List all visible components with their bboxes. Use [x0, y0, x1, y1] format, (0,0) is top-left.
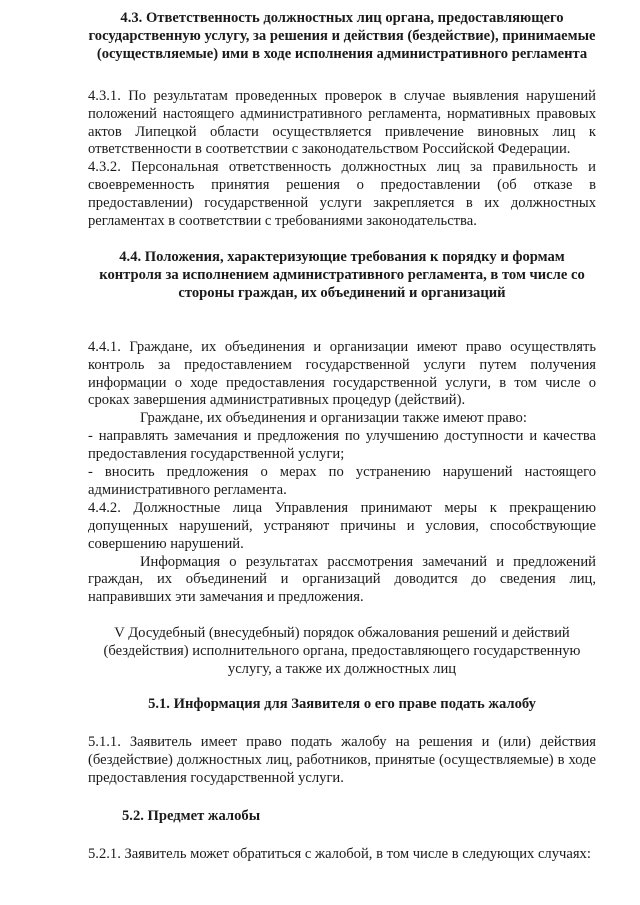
spacer: [88, 231, 596, 249]
paragraph-results-info: Информация о результатах рассмотрения замечаний и предложений граждан, их объединений и организаций доводится до сведения лиц, направивших эти замечания и предложения.: [88, 553, 596, 606]
document-page: [88, 10, 596, 863]
section-5-heading: V Досудебный (внесудебный) порядок обжалования решений и действий (бездействия) исполнительного органа, предоставляющего государственную услугу, а также их должностных лиц: [103, 625, 581, 678]
spacer: [88, 303, 596, 339]
paragraph-4-3-2: 4.3.2. Персональная ответственность должностных лиц за правильность и своевременность принятия решения о предоставлении (об отказе в предоставлении) государственной услуги закрепляется в их должностных регламентах в соответствии с требованиями законодательства.: [88, 159, 596, 230]
spacer: [88, 714, 596, 734]
section-5-1-heading: 5.1. Информация для Заявителя о его праве подать жалобу: [148, 696, 536, 712]
section-5-2-heading: 5.2. Предмет жалобы: [122, 807, 261, 824]
spacer: [88, 64, 596, 88]
paragraph-4-4-2: 4.4.2. Должностные лица Управления принимают меры к прекращению допущенных нарушений, устраняют причины и условия, способствующие совершению нарушений.: [88, 499, 596, 552]
spacer: [88, 679, 596, 696]
paragraph-rights-intro: Граждане, их объединения и организации также имеют право:: [140, 410, 527, 427]
paragraph-5-2-1: 5.2.1. Заявитель может обратиться с жалобой, в том числе в следующих случаях:: [88, 845, 591, 862]
spacer: [88, 607, 596, 625]
section-4-4-heading: 4.4. Положения, характеризующие требования к порядку и формам контроля за исполнением административного регламента, в том числе со стороны граждан, их объединений и организаций: [99, 248, 585, 301]
spacer: [88, 826, 596, 846]
section-4-3-heading: 4.3. Ответственность должностных лиц органа, предоставляющего государственную услугу, за решения и действия (бездействие), принимаемые (осуществляемые) ими в ходе исполнения административного регламента: [88, 10, 596, 62]
list-item-remarks: - направлять замечания и предложения по улучшению доступности и качества предоставления государственной услуги;: [88, 428, 596, 463]
paragraph-4-4-1: 4.4.1. Граждане, их объединения и организации имеют право осуществлять контроль за предоставлением государственной услуги путем получения информации о ходе предоставления государственной услуги, в том числе о сроках завершения административных процедур (действий).: [88, 338, 596, 409]
paragraph-4-3-1: 4.3.1. По результатам проведенных проверок в случае выявления нарушений положений настоящего административного регламента, нормативных правовых актов Липецкой области осуществляется привлечение виновных лиц к ответственности в соответствии с законодательством Российской Федерации.: [88, 87, 596, 158]
paragraph-5-1-1: 5.1.1. Заявитель имеет право подать жалобу на решения и (или) действия (бездействие) должностных лиц, работников, принятые (осуществляемые) в ходе предоставления государственной услуги.: [88, 733, 596, 786]
list-item-proposals: - вносить предложения о мерах по устранению нарушений настоящего административного регламента.: [88, 464, 596, 498]
spacer: [88, 788, 596, 808]
